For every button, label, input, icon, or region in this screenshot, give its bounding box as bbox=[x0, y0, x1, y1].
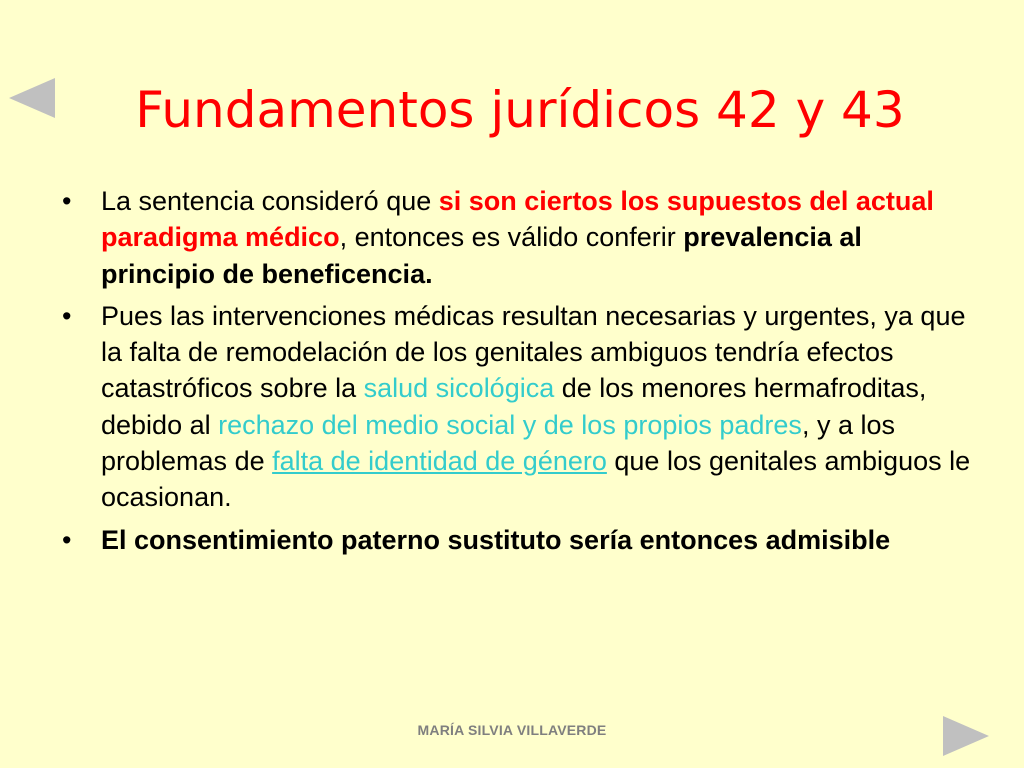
previous-slide-arrow-icon[interactable] bbox=[4, 70, 60, 126]
bullet-item-1 bbox=[56, 183, 976, 292]
bullet-1-emphasis-bold: prevalencia al principio de beneficencia. bbox=[101, 222, 862, 289]
bullet-1-text-2: , entonces es válido conferir bbox=[339, 222, 684, 253]
bullet-2-text-2: de los menores hermafroditas, debido al bbox=[101, 373, 927, 440]
bullet-dot: • bbox=[62, 524, 72, 555]
bullet-item-3 bbox=[56, 522, 976, 558]
bullet-2-link-identidad[interactable]: falta de identidad de género bbox=[272, 446, 607, 477]
bullet-2-text-4: que los genitales ambiguos le ocasionan. bbox=[101, 446, 971, 513]
bullet-2-emphasis-salud: salud sicológica bbox=[363, 373, 555, 404]
bullet-2-emphasis-rechazo: rechazo del medio social y de los propios padres bbox=[218, 409, 802, 440]
bullet-3-text: El consentimiento paterno sustituto sería entonces admisible bbox=[101, 524, 891, 555]
bullet-2-text: Pues las intervenciones médicas resultan necesarias y urgentes, ya que la falta de remodelación de los genitales ambiguos tendría efectos catastróficos sobre la bbox=[101, 300, 966, 404]
next-slide-arrow-icon[interactable] bbox=[938, 708, 994, 764]
bullet-dot: • bbox=[62, 186, 72, 216]
footer-author: MARÍA SILVIA VILLAVERDE bbox=[417, 722, 607, 738]
bullet-1-text: La sentencia consideró que bbox=[101, 186, 439, 216]
bullet-dot: • bbox=[62, 300, 72, 331]
slide-title: Fundamentos jurídicos 42 y 43 bbox=[135, 81, 905, 139]
bullet-list bbox=[56, 183, 976, 564]
bullet-2-text-3: , y a los problemas de bbox=[101, 409, 895, 477]
bullet-1-emphasis-red: si son ciertos los supuestos del actual paradigma médico bbox=[101, 186, 934, 253]
bullet-item-2 bbox=[56, 298, 976, 516]
